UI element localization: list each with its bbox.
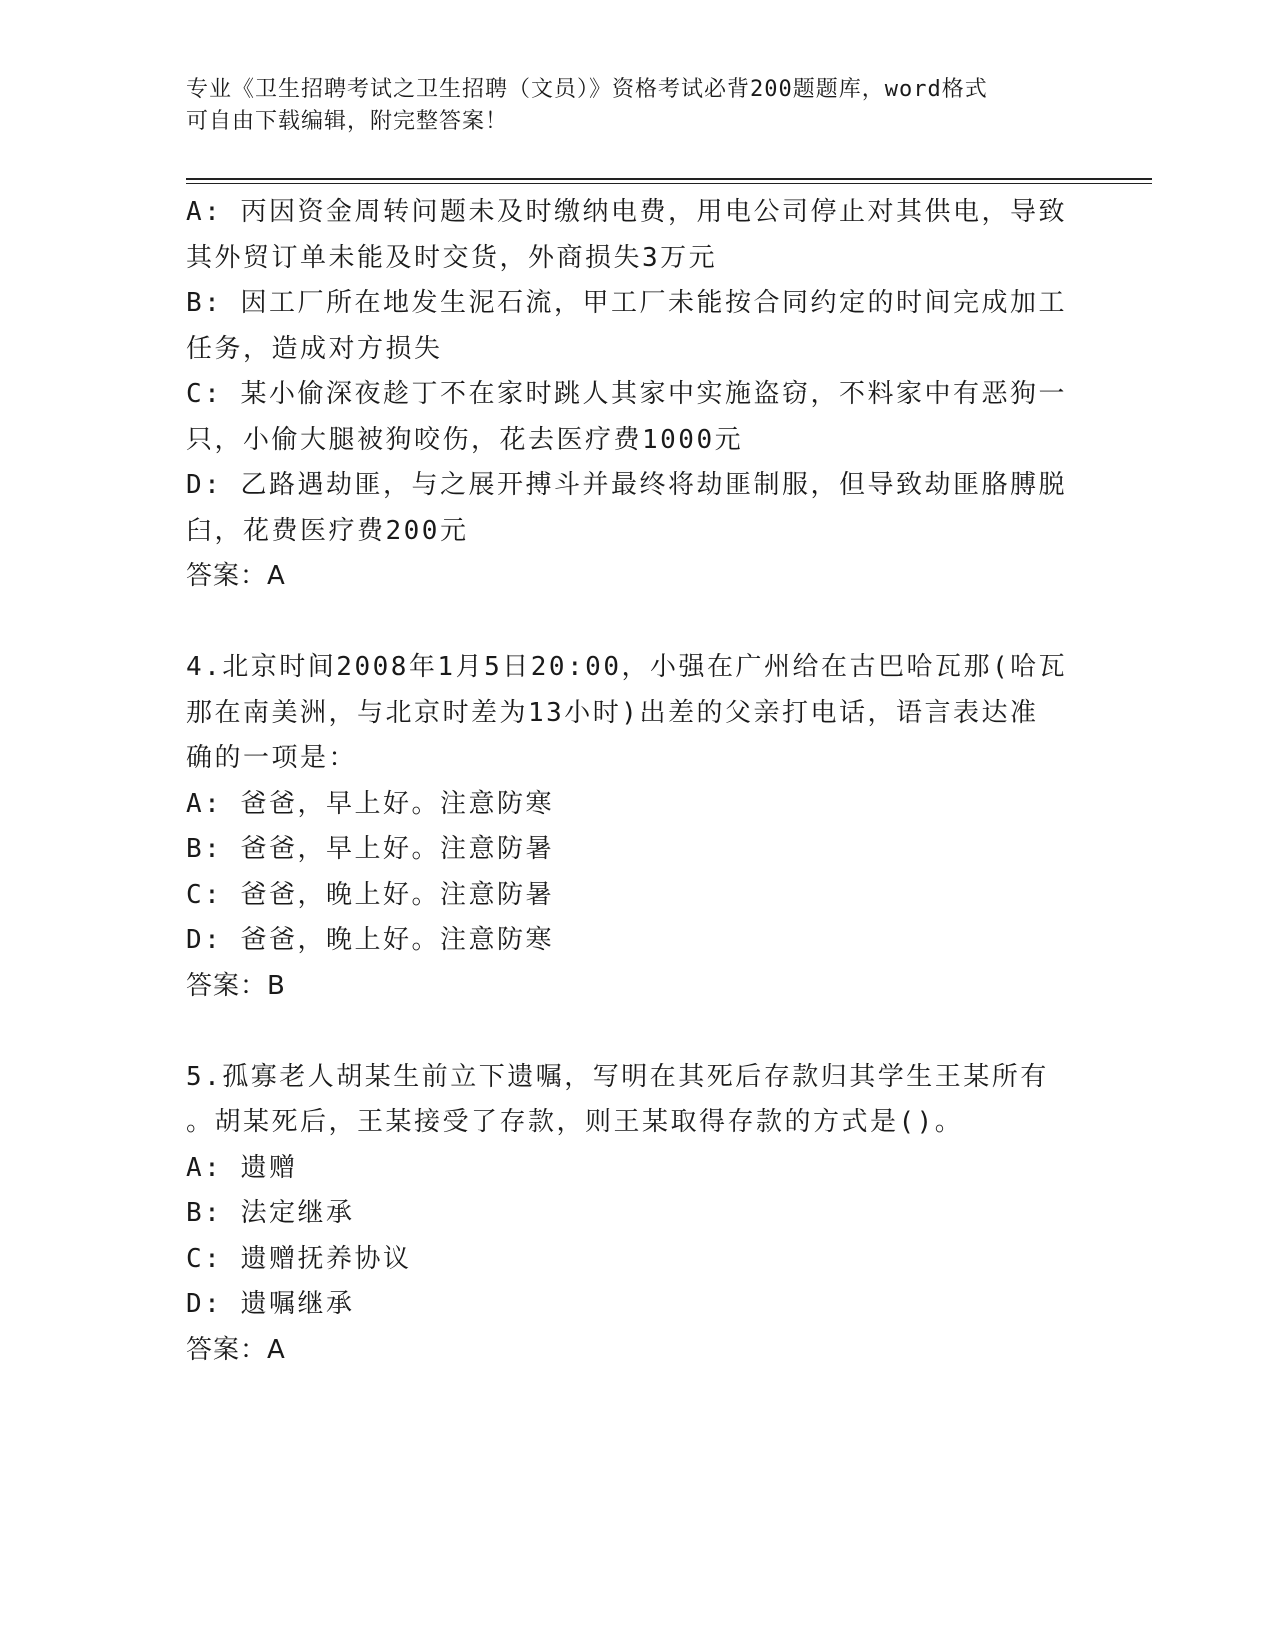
spacer xyxy=(186,600,1086,646)
q4-option-a: A: 爸爸，早上好。注意防寒 xyxy=(186,788,554,819)
q4-stem-line1: 4.北京时间2008年1月5日20:00，小强在广州给在古巴哈瓦那(哈瓦 xyxy=(186,652,1068,682)
question-5 xyxy=(186,1055,1086,1374)
header-line-1: 专业《卫生招聘考试之卫生招聘（文员）》资格考试必背200题题库，word格式 xyxy=(186,77,988,102)
q4-option-c: C: 爸爸，晚上好。注意防暑 xyxy=(186,879,554,910)
q3-answer: 答案：A xyxy=(186,561,286,591)
spacer xyxy=(186,1009,1086,1055)
q3-option-b-line2: 任务，造成对方损失 xyxy=(186,333,443,364)
q5-stem-line2: 。胡某死后，王某接受了存款，则王某取得存款的方式是()。 xyxy=(186,1107,964,1137)
q4-stem-line2: 那在南美洲，与北京时差为13小时)出差的父亲打电话，语言表达准 xyxy=(186,697,1039,728)
q3-option-d-line2: 臼，花费医疗费200元 xyxy=(186,515,469,546)
q3-option-b-line1: B: 因工厂所在地发生泥石流，甲工厂未能按合同约定的时间完成加工 xyxy=(186,288,1067,318)
q5-answer: 答案：A xyxy=(186,1334,286,1365)
q5-option-d: D: 遗嘱继承 xyxy=(186,1289,355,1319)
question-3 xyxy=(186,190,1086,600)
q4-option-d: D: 爸爸，晚上好。注意防寒 xyxy=(186,925,554,955)
document-header xyxy=(186,74,1066,138)
q5-option-b: B: 法定继承 xyxy=(186,1198,355,1228)
header-line-2: 可自由下载编辑，附完整答案！ xyxy=(186,109,509,134)
q4-answer: 答案：B xyxy=(186,970,286,1001)
header-rule-thin xyxy=(186,183,1152,184)
question-4 xyxy=(186,645,1086,1009)
document-body xyxy=(186,190,1086,1373)
q4-stem-line3: 确的一项是： xyxy=(186,743,358,773)
q5-stem-line1: 5.孤寡老人胡某生前立下遗嘱，写明在其死后存款归其学生王某所有 xyxy=(186,1061,1049,1092)
q5-option-a: A: 遗赠 xyxy=(186,1152,298,1183)
q3-option-c-line2: 只，小偷大腿被狗咬伤，花去医疗费1000元 xyxy=(186,424,744,455)
q3-option-d-line1: D: 乙路遇劫匪，与之展开搏斗并最终将劫匪制服，但导致劫匪胳膊脱 xyxy=(186,470,1067,500)
q5-option-c: C: 遗赠抚养协议 xyxy=(186,1243,412,1274)
q4-option-b: B: 爸爸，早上好。注意防暑 xyxy=(186,834,554,864)
q3-option-a-line2: 其外贸订单未能及时交货，外商损失3万元 xyxy=(186,242,718,273)
header-rule-thick xyxy=(186,178,1152,180)
q3-option-a-line1: A: 丙因资金周转问题未及时缴纳电费，用电公司停止对其供电，导致 xyxy=(186,197,1067,227)
q3-option-c-line1: C: 某小偷深夜趁丁不在家时跳人其家中实施盗窃，不料家中有恶狗一 xyxy=(186,379,1067,409)
